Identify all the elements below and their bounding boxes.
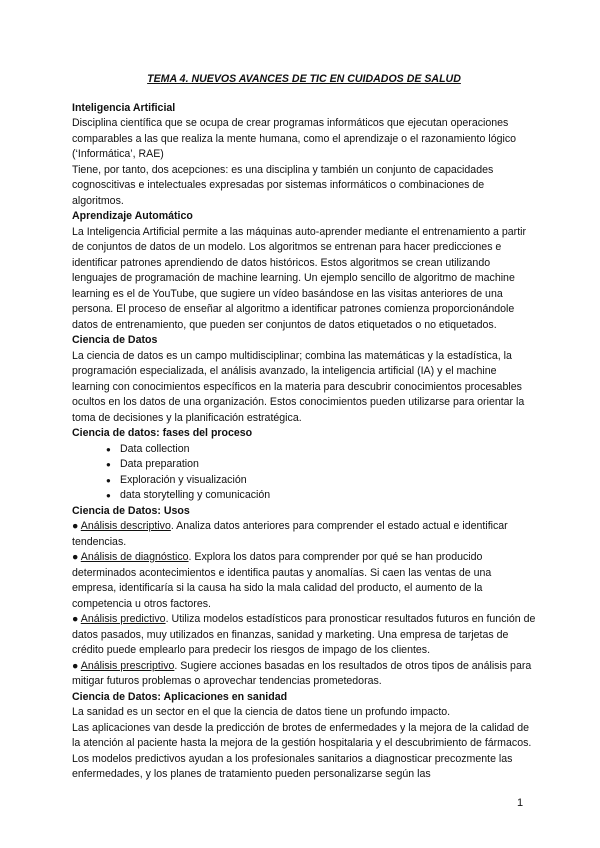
fases-list: [72, 442, 536, 504]
uso-term: Análisis prescriptivo: [80, 659, 175, 672]
heading-ciencia-datos: Ciencia de Datos: [72, 334, 158, 346]
uso-term: Análisis de diagnóstico: [80, 551, 189, 563]
uso-text: . Explora los datos para comprender por qué se han producido determinados acontecimientos e identifica pautas y anomalías. Si caen las ventas de una empresa, identificaría si la causa ha sido la mala calidad del producto, el aumento de la competencia u otros factores.: [72, 551, 492, 610]
uso-text: . Utiliza modelos estadísticos para pronosticar resultados futuros en función de datos pasados, muy utilizados en finanzas, sanidad y marketing. Una empresa de tarjetas de crédito puede emplearlo para predecir los riesgos de impago de los clientes.: [72, 613, 536, 656]
heading-ia: Inteligencia Artificial: [72, 101, 176, 114]
heading-aplicaciones: Ciencia de Datos: Aplicaciones en sanidad: [72, 690, 288, 703]
uso-item-descriptivo: [72, 519, 536, 550]
uso-item-predictivo: [72, 612, 536, 659]
page-number: 1: [517, 797, 524, 809]
bullet-glyph: ●: [72, 659, 79, 672]
paragraph-apps-3: Los modelos predictivos ayudan a los profesionales sanitarios a diagnosticar precozmente las enfermedades, y los planes de tratamiento pueden personalizarse según las: [72, 752, 513, 780]
bullet-glyph: ●: [72, 520, 79, 532]
uso-text: . Sugiere acciones basadas en los resultados de otros tipos de análisis para mitigar futuros problemas o aprovechar tendencias prometedoras.: [72, 659, 532, 687]
heading-fases: Ciencia de datos: fases del proceso: [72, 427, 253, 439]
paragraph-ciencia-datos: La ciencia de datos es un campo multidisciplinar; combina las matemáticas y la estadística, la programación especializada, el análisis avanzado, la inteligencia artificial (IA) y el machine learning con conocimientos específicos en la materia para descubrir conocimientos procesables ocultos en los datos de una organización. Estos conocimientos pueden utilizarse para orientar la toma de decisiones y la planificación estratégica.: [72, 349, 525, 424]
list-item: ● Exploración y visualización: [106, 473, 536, 489]
list-item: ● Data preparation: [106, 457, 536, 473]
document-title: TEMA 4. NUEVOS AVANCES DE TIC EN CUIDADOS DE SALUD: [147, 73, 461, 85]
document-page: [72, 72, 536, 783]
paragraph-aprendizaje: La Inteligencia Artificial permite a las máquinas auto-aprender mediante el entrenamiento a partir de conjuntos de datos de un modelo. Los algoritmos se entrenan para hacer predicciones e identificar patrones aprendiendo de datos históricos. Estos algoritmos se crean utilizando lenguajes de programación de machine learning. Un ejemplo sencillo de algoritmo de machine learning es el de YouTube, que sugiere un vídeo basándose en las visitas anteriores de una persona. El proceso de enseñar al algoritmo a identificar patrones comienza proporcionándole datos de entrenamiento, que pueden ser conjuntos de datos etiquetados o no etiquetados.: [72, 225, 527, 331]
uso-item-prescriptivo: [72, 659, 536, 690]
uso-term: Análisis descriptivo: [80, 520, 171, 532]
paragraph-apps-2: Las aplicaciones van desde la predicción de brotes de enfermedades y la mejora de la calidad de la atención al paciente hasta la mejora de la gestión hospitalaria y el descubrimiento de fármacos.: [72, 721, 532, 749]
list-item: ● data storytelling y comunicación: [106, 488, 536, 504]
bullet-glyph: ●: [72, 613, 79, 625]
heading-usos: Ciencia de Datos: Usos: [72, 504, 190, 517]
uso-text: . Analiza datos anteriores para comprender el estado actual e identificar tendencias.: [72, 520, 508, 548]
paragraph-ia-2: Tiene, por tanto, dos acepciones: es una disciplina y también un conjunto de capacidades cognoscitivas e intelectuales expresadas por sistemas informáticos o combinaciones de algoritmos.: [72, 163, 494, 207]
paragraph-apps-1: La sanidad es un sector en el que la ciencia de datos tiene un profundo impacto.: [72, 706, 451, 718]
bullet-glyph: ●: [72, 551, 79, 563]
list-item: ● Data collection: [106, 442, 536, 458]
paragraph-ia-1: Disciplina científica que se ocupa de crear programas informáticos que ejecutan operaciones comparables a las que realiza la mente humana, como el aprendizaje o el razonamiento lógico (‘Informática’, RAE): [72, 117, 517, 160]
uso-term: Análisis predictivo: [80, 613, 166, 625]
uso-item-diagnostico: [72, 550, 536, 612]
heading-aprendizaje: Aprendizaje Automático: [72, 210, 193, 222]
